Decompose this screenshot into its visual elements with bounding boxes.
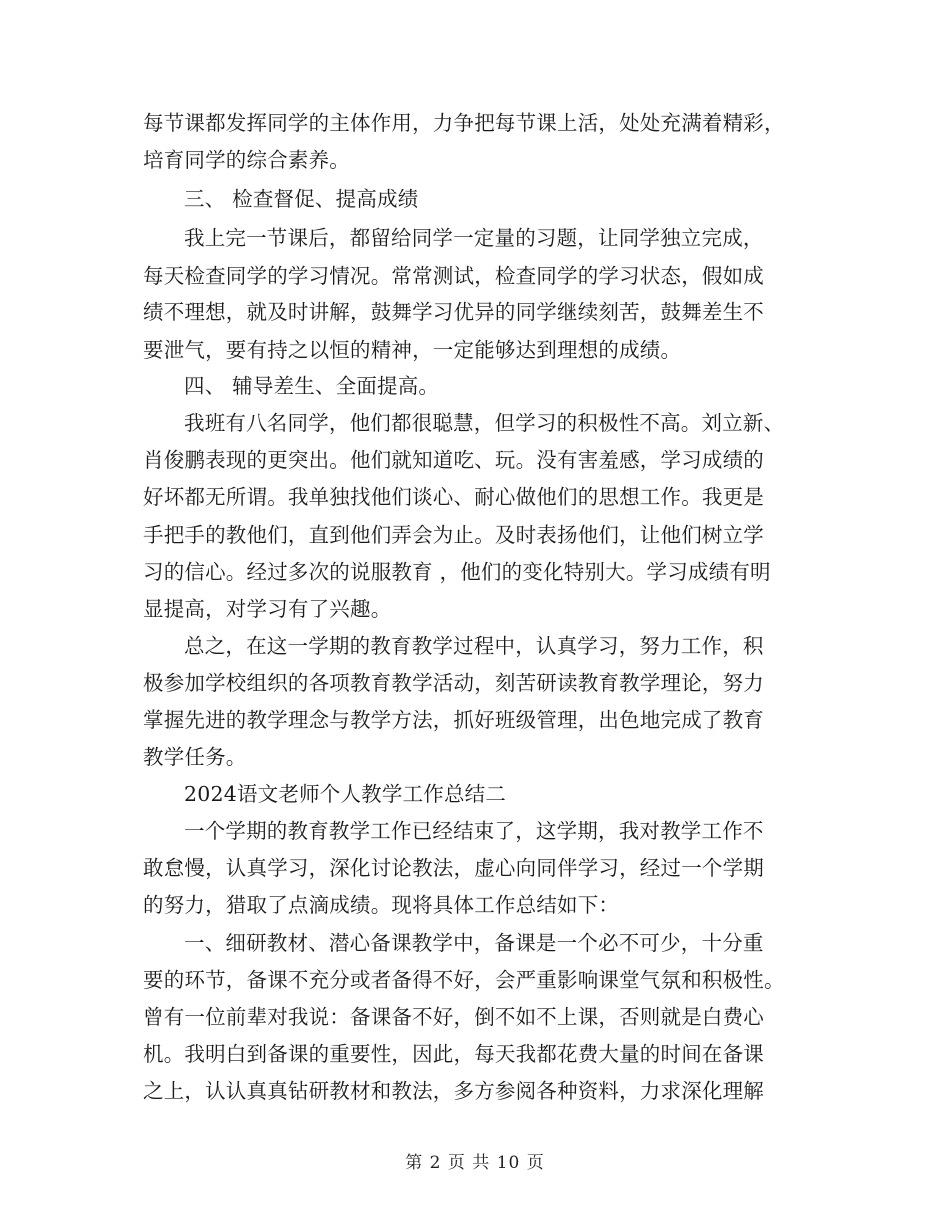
text-line: 好坏都无所谓。我单独找他们谈心、耐心做他们的思想工作。我更是 <box>143 485 764 509</box>
text-line: 习的信心。经过多次的说服教育 ，他们的变化特别大。学习成绩有明 <box>143 560 771 584</box>
text-line: 培育同学的综合素养。 <box>143 148 350 172</box>
text-line: 要的环节，备课不充分或者备得不好，会严重影响课堂气氛和积极性。 <box>143 968 785 992</box>
text-line: 极参加学校组织的各项教育教学活动，刻苦研读教育教学理论，努力 <box>143 671 764 695</box>
text-line: 我上完一节课后，都留给同学一定量的习题，让同学独立完成， <box>184 226 764 250</box>
section-heading: 四、 辅导差生、全面提高。 <box>184 374 440 398</box>
text-line: 显提高，对学习有了兴趣。 <box>143 597 392 621</box>
text-line: 绩不理想，就及时讲解，鼓舞学习优异的同学继续刻苦，鼓舞差生不 <box>143 300 764 324</box>
text-line: 肖俊鹏表现的更突出。他们就知道吃、玩。没有害羞感，学习成绩的 <box>143 448 764 472</box>
section-heading: 三、 检查督促、提高成绩 <box>184 187 419 211</box>
section-title: 2024语文老师个人教学工作总结二 <box>184 782 507 806</box>
text-line: 每节课都发挥同学的主体作用，力争把每节课上活，处处充满着精彩， <box>143 111 785 135</box>
text-line: 总之，在这一学期的教育教学过程中，认真学习，努力工作，积 <box>184 634 764 658</box>
text-line: 曾有一位前辈对我说：备课备不好，倒不如不上课，否则就是白费心 <box>143 1005 764 1029</box>
text-line: 一、细研教材、潜心备课教学中，备课是一个必不可少，十分重 <box>184 931 764 955</box>
text-line: 机。我明白到备课的重要性，因此，每天我都花费大量的时间在备课 <box>143 1042 764 1066</box>
text-line: 要泄气，要有持之以恒的精神，一定能够达到理想的成绩。 <box>143 338 682 362</box>
text-line: 每天检查同学的学习情况。常常测试，检查同学的学习状态，假如成 <box>143 264 764 288</box>
text-line: 敢怠慢，认真学习，深化讨论教法，虚心向同伴学习，经过一个学期 <box>143 856 764 880</box>
text-line: 手把手的教他们，直到他们弄会为止。及时表扬他们，让他们树立学 <box>143 523 764 547</box>
page-number-footer: 第 2 页 共 10 页 <box>405 1153 545 1173</box>
text-line: 教学任务。 <box>143 745 247 769</box>
text-line: 的努力，猎取了点滴成绩。现将具体工作总结如下： <box>143 893 620 917</box>
text-line: 掌握先进的教学理念与教学方法，抓好班级管理，出色地完成了教育 <box>143 708 764 732</box>
text-line: 我班有八名同学，他们都很聪慧，但学习的积极性不高。刘立新、 <box>184 411 785 435</box>
text-line: 一个学期的教育教学工作已经结束了，这学期，我对教学工作不 <box>184 819 764 843</box>
text-line: 之上，认认真真钻研教材和教法，多方参阅各种资料，力求深化理解 <box>143 1079 764 1103</box>
